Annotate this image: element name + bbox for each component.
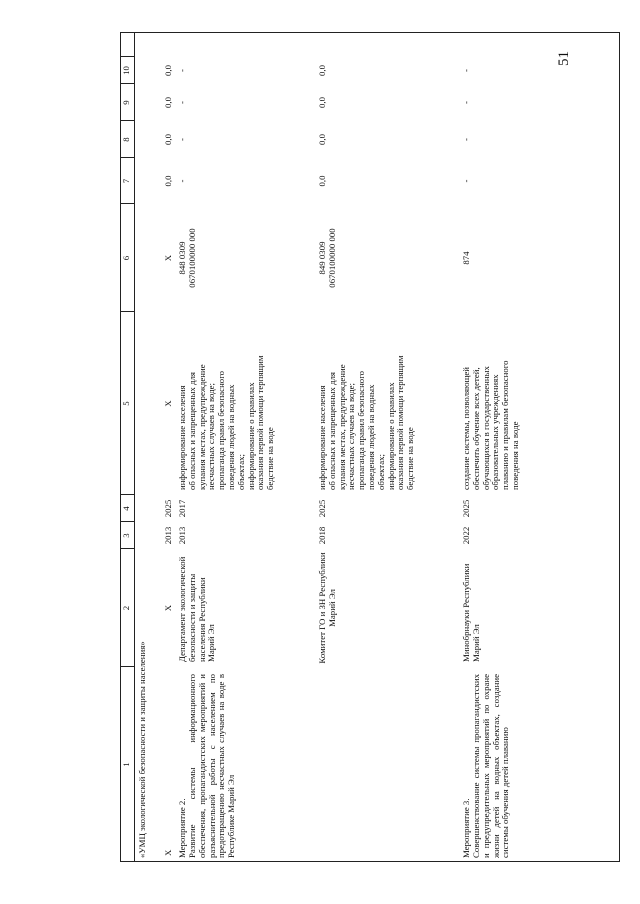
result-line: пропаганда правил безопасного (216, 371, 227, 490)
measure3-executor: Минобрнауки Республики Марий Эл (461, 563, 481, 662)
result-line: информирование населения (177, 385, 187, 490)
result-line: объектах; (375, 454, 386, 490)
header-col-5: 5 (121, 401, 131, 406)
result-line: купания местах, предупреждение (196, 364, 207, 490)
row-x-col7: 0,0 (163, 175, 173, 187)
result-line: бедствие на воде (405, 427, 416, 490)
measure2-row2-col9: 0,0 (317, 97, 327, 108)
measure2-row2-col7: 0,0 (317, 175, 327, 187)
row-x-col4: 2025 (163, 499, 173, 518)
measure2-row1-col7: - (177, 179, 187, 183)
result-line: поведения людей на водных (225, 384, 236, 490)
measure2-row1-start: 2013 (177, 526, 187, 545)
page-number: 51 (556, 51, 572, 66)
col-rule-1 (120, 861, 620, 862)
measure2-row2-code-b: 0670100000 000 (327, 228, 337, 288)
measure2-row2-end: 2025 (317, 499, 327, 518)
measure3-code-a: 874 (461, 251, 471, 265)
measure2-row1-code-b: 0670100000 000 (187, 228, 197, 288)
header-col-7: 7 (121, 178, 131, 184)
measure2-description: Развитие системы информационного обеспечения, пропагандистских мероприятий и разъяснительной работы с населением по предотвращению несчастных случаев на воде в Республике Марий Эл (187, 674, 237, 858)
measure2-row1-col9: - (177, 101, 187, 104)
header-col-3: 3 (121, 533, 131, 538)
section-heading: «УМЦ экологической безопасности и защиты населения» (137, 641, 147, 858)
rotated-page (120, 32, 620, 862)
measure2-row2-result (318, 316, 416, 490)
result-line: образовательных учреждениях (490, 374, 501, 490)
row-x-col9: 0,0 (163, 97, 173, 108)
measure3-col10: - (461, 69, 471, 72)
header-bottom-rule (134, 32, 135, 862)
header-col-4: 4 (121, 506, 131, 511)
header-col-1: 1 (121, 762, 131, 767)
measure3-description: Совершенствование системы пропагандистских и предупредительных мероприятий по охране жизни детей на водных объектах, создание системы обучения детей плаванию (471, 674, 511, 858)
result-line: обеспечить обучение всех детей, (470, 367, 481, 490)
result-line: создание системы, позволяющей (461, 366, 471, 490)
measure2-row1-end: 2017 (177, 499, 187, 518)
result-line: обучающихся в государственных (480, 366, 491, 490)
measure2-row2-col10: 0,0 (317, 65, 327, 76)
result-line: информирование о правилах (385, 382, 396, 490)
measure2-row1-code-a: 848 0309 (177, 241, 187, 275)
measure2-row2-code-a: 849 0309 (317, 241, 327, 275)
result-line: оказания первой помощи терпящим (255, 355, 266, 490)
header-col-8: 8 (121, 137, 131, 142)
row-x-col10: 0,0 (163, 65, 173, 76)
result-line: плаванию и правилам безопасного (500, 360, 511, 490)
measure2-row1-executor: Департамент экологической безопасности и защиты населения Республики Марий Эл (177, 556, 217, 662)
program-table (120, 32, 620, 862)
measure3-col9: - (461, 101, 471, 104)
result-line: несчастных случаев на воде; (346, 382, 357, 490)
header-col-10: 10 (121, 66, 131, 75)
measure2-row1-col10: - (177, 69, 187, 72)
result-line: информирование населения (317, 385, 327, 490)
row-x-col2: Х (163, 604, 173, 612)
measure2-row2-start: 2018 (317, 526, 327, 545)
header-col-9: 9 (121, 100, 131, 105)
table-bottom-border (619, 32, 620, 862)
result-line: объектах; (235, 454, 246, 490)
result-line: поведения людей на водных (365, 384, 376, 490)
result-line: бедствие на воде (265, 427, 276, 490)
measure2-row2-executor: Комитет ГО и ЗН Республики Марий Эл (317, 552, 337, 664)
measure2-title: Мероприятие 2. (177, 798, 187, 858)
row-x-col1: Х (163, 849, 173, 856)
row-x-col3: 2013 (163, 526, 173, 545)
result-line: поведения на воде (509, 421, 520, 490)
result-line: пропаганда правил безопасного (356, 371, 367, 490)
measure3-col8: - (461, 138, 471, 141)
header-col-6: 6 (121, 255, 131, 261)
row-x-col6: Х (163, 254, 173, 262)
result-line: оказания первой помощи терпящим (395, 355, 406, 490)
result-line: купания местах, предупреждение (336, 364, 347, 490)
col-rule-12 (120, 32, 620, 33)
measure3-result (462, 316, 521, 490)
measure3-start: 2022 (461, 526, 471, 545)
measure2-row1-col8: - (177, 138, 187, 141)
result-line: несчастных случаев на воде; (206, 382, 217, 490)
row-x-col8: 0,0 (163, 134, 173, 145)
result-line: об опасных и запрещенных для (186, 372, 197, 490)
result-line: об опасных и запрещенных для (326, 372, 337, 490)
row-x-col5: Х (163, 400, 173, 407)
measure2-row1-result (178, 316, 276, 490)
result-line: информирование о правилах (245, 382, 256, 490)
measure3-title: Мероприятие 3. (461, 798, 471, 858)
header-col-2: 2 (121, 605, 131, 611)
measure3-col7: - (461, 179, 471, 183)
measure2-row2-col8: 0,0 (317, 134, 327, 145)
measure3-end: 2025 (461, 499, 471, 518)
